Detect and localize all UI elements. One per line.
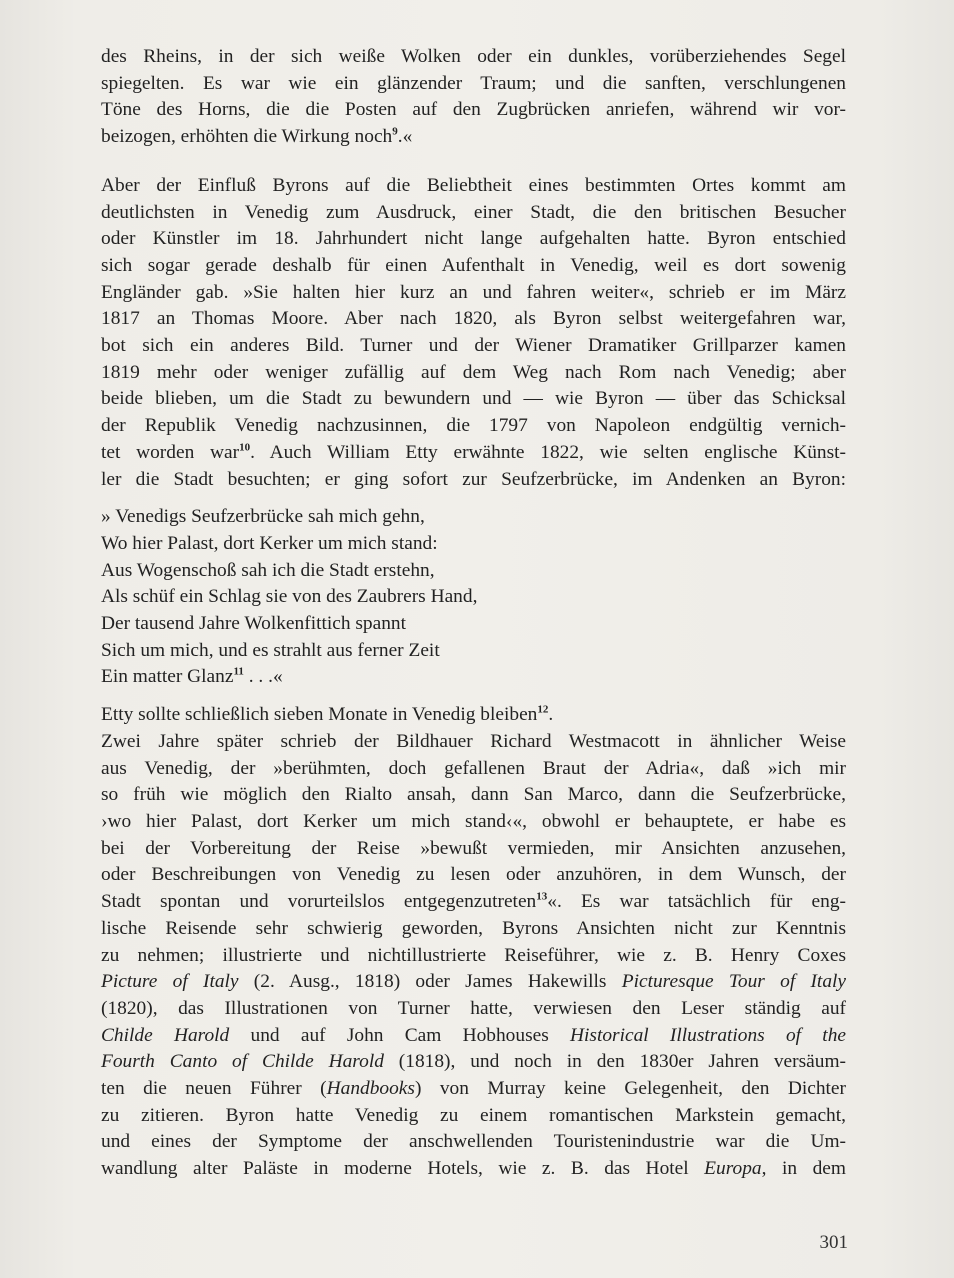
text-line: lische Reisende sehr schwierig geworden, Byrons Ansichten nicht zur Kenntnis — [101, 917, 846, 939]
text-line: bei der Vorbereitung der Reise »bewußt vermieden, mir Ansichten anzusehen, — [101, 837, 846, 859]
text-line — [101, 1049, 846, 1076]
verse-line: Wo hier Palast, dort Kerker um mich stand: — [101, 532, 438, 554]
page-number: 301 — [819, 1232, 848, 1253]
text-span: . — [548, 704, 554, 726]
text-line: zu nehmen; illustrierte und nichtillustrierte Reiseführer, wie z. B. Henry Coxes — [101, 944, 846, 966]
text-span: (2. Ausg., 1818) oder James Hakewills — [238, 971, 622, 993]
text-line: sich sogar gerade deshalb für einen Aufenthalt in Venedig, weil es dort sowenig — [101, 254, 846, 276]
text-line: Töne des Horns, die die Posten auf den Zugbrücken anriefen, während wir vor- — [101, 99, 846, 121]
text-line: 1817 an Thomas Moore. Aber nach 1820, als Byron selbst weitergefahren war, — [101, 308, 846, 330]
text-span: Ein matter Glanz — [101, 666, 234, 688]
book-title: Picture of Italy — [101, 971, 239, 993]
text-span: ) von Murray keine Gelegenheit, den Dichter — [414, 1078, 846, 1100]
text-line — [101, 124, 846, 151]
text-span: beizogen, erhöhten die Wirkung noch — [101, 126, 393, 148]
text-line: zu zitieren. Byron hatte Venedig zu einem romantischen Markstein gemacht, — [101, 1104, 846, 1126]
text-line: so früh wie möglich den Rialto ansah, dann San Marco, dann die Seufzerbrücke, — [101, 784, 846, 806]
text-span: tet worden war — [101, 441, 240, 463]
book-title: Fourth Canto of Childe Harold — [101, 1051, 384, 1073]
text-line: Engländer gab. »Sie halten hier kurz an und fahren weiter«, schrieb er im März — [101, 281, 846, 303]
text-line: Zwei Jahre später schrieb der Bildhauer Richard Westmacott in ähnlicher Weise — [101, 730, 846, 752]
text-span: . . .« — [243, 666, 283, 688]
text-line: spiegelten. Es war wie ein glänzender Traum; und die sanften, verschlungenen — [101, 72, 846, 94]
text-span: und auf John Cam Hobhouses — [229, 1024, 571, 1046]
verse-line — [101, 664, 846, 691]
footnote-ref-10[interactable]: 10 — [239, 441, 251, 454]
text-line: beide blieben, um die Stadt zu bewundern und — wie Byron — über das Schicksal — [101, 388, 846, 410]
text-line: deutlichsten in Venedig zum Ausdruck, einer Stadt, die den britischen Besucher — [101, 201, 846, 223]
text-line — [101, 440, 846, 467]
book-title: Historical Illustrations of the — [570, 1024, 846, 1046]
text-line — [101, 1023, 846, 1050]
text-line — [101, 702, 846, 729]
book-title: Childe Harold — [101, 1024, 230, 1046]
book-title: Handbooks — [326, 1078, 415, 1100]
verse-quotation — [101, 504, 846, 691]
text-span: Etty sollte schließlich sieben Monate in Venedig bleiben — [101, 704, 538, 726]
text-line — [101, 1076, 846, 1103]
text-line — [101, 969, 846, 996]
text-line: aus Venedig, der »berühmten, doch gefallenen Braut der Adria«, daß »ich mir — [101, 757, 846, 779]
text-line: (1820), das Illustrationen von Turner hatte, verwiesen den Leser ständig auf — [101, 997, 846, 1019]
paragraph-3 — [101, 702, 846, 729]
text-span: , in dem — [761, 1158, 846, 1180]
text-span: «. Es war tatsächlich für eng- — [547, 891, 846, 913]
paragraph-4 — [101, 729, 846, 1183]
text-span: Stadt spontan und vorurteilslos entgegenzutreten — [101, 891, 537, 913]
text-span: ten die neuen Führer ( — [101, 1078, 327, 1100]
text-line: und eines der Symptome der anschwellenden Touristenindustrie war die Um- — [101, 1131, 846, 1153]
text-line: Aber der Einfluß Byrons auf die Beliebtheit eines bestimmten Ortes kommt am — [101, 174, 846, 196]
text-line: der Republik Venedig nachzusinnen, die 1797 von Napoleon endgültig vernich- — [101, 415, 846, 437]
verse-line: Der tausend Jahre Wolkenfittich spannt — [101, 613, 407, 635]
verse-line: Als schüf ein Schlag sie von des Zaubrers Hand, — [101, 586, 478, 608]
text-span: . Auch William Etty erwähnte 1822, wie selten englische Künst- — [250, 441, 847, 463]
text-line — [101, 1156, 846, 1183]
body-text — [101, 44, 846, 1183]
text-line: oder Beschreibungen von Venedig zu lesen oder anzuhören, in dem Wunsch, der — [101, 864, 846, 886]
text-line: 1819 mehr oder weniger zufällig auf dem Weg nach Rom nach Venedig; aber — [101, 361, 846, 383]
paragraph-1 — [101, 44, 846, 151]
book-title: Picturesque Tour of Italy — [621, 971, 847, 993]
text-span: (1818), und noch in den 1830er Jahren versäum- — [383, 1051, 846, 1073]
verse-line: » Venedigs Seufzerbrücke sah mich gehn, — [101, 506, 425, 528]
footnote-ref-9[interactable]: 9 — [392, 125, 398, 138]
text-line: oder Künstler im 18. Jahrhundert nicht lange aufgehalten hatte. Byron entschied — [101, 228, 846, 250]
text-span: wandlung alter Paläste in moderne Hotels, wie z. B. das Hotel — [101, 1158, 705, 1180]
hotel-name: Europa — [704, 1158, 762, 1180]
text-line: ler die Stadt besuchten; er ging sofort zur Seufzerbrücke, im Andenken an Byron: — [101, 468, 846, 490]
text-span: .« — [397, 126, 413, 148]
footnote-ref-11[interactable]: 11 — [233, 666, 244, 678]
text-line — [101, 889, 846, 916]
footnote-ref-12[interactable]: 12 — [537, 703, 549, 716]
paragraph-2 — [101, 173, 846, 493]
verse-line: Sich um mich, und es strahlt aus ferner Zeit — [101, 639, 440, 661]
footnote-ref-13[interactable]: 13 — [536, 890, 548, 903]
text-line: ›wo hier Palast, dort Kerker um mich stand‹«, obwohl er behauptete, er habe es — [101, 810, 846, 832]
text-line: des Rheins, in der sich weiße Wolken oder ein dunkles, vorüberziehendes Segel — [101, 46, 846, 67]
verse-line: Aus Wogenschoß sah ich die Stadt erstehn, — [101, 559, 435, 581]
text-line: bot sich ein anderes Bild. Turner und der Wiener Dramatiker Grillparzer kamen — [101, 335, 846, 357]
